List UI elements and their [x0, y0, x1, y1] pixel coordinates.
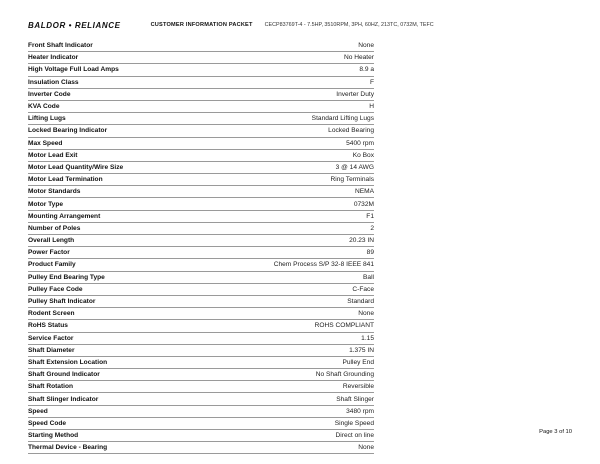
- spec-value: 20.23 IN: [349, 237, 374, 245]
- spec-row: [28, 284, 374, 296]
- spec-row: [28, 272, 374, 284]
- spec-value: No Heater: [343, 54, 374, 62]
- spec-row: [28, 442, 374, 454]
- brand-logo: BALDOR • RELIANCE: [28, 20, 121, 30]
- spec-label: Inverter Code: [28, 90, 71, 98]
- spec-row: [28, 77, 374, 89]
- spec-label: Starting Method: [28, 432, 79, 440]
- spec-value: 89: [366, 249, 374, 257]
- spec-label: Shaft Slinger Indicator: [28, 395, 99, 403]
- spec-row: [28, 235, 374, 247]
- spec-value: F1: [366, 212, 374, 220]
- spec-label: Locked Bearing Indicator: [28, 127, 108, 135]
- page-header: [28, 18, 588, 32]
- spec-value: ROHS COMPLIANT: [314, 322, 374, 330]
- spec-value: 3 @ 14 AWG: [335, 163, 374, 171]
- spec-value: 0732M: [353, 200, 374, 208]
- spec-row: [28, 308, 374, 320]
- spec-row: [28, 52, 374, 64]
- spec-row: [28, 89, 374, 101]
- spec-row: [28, 113, 374, 125]
- spec-row: [28, 186, 374, 198]
- spec-label: Heater Indicator: [28, 54, 79, 62]
- spec-value: 2: [370, 224, 374, 232]
- spec-label: Product Family: [28, 261, 76, 269]
- spec-row: [28, 333, 374, 345]
- spec-label: Speed: [28, 407, 48, 415]
- spec-row: [28, 247, 374, 259]
- spec-value: None: [358, 42, 374, 50]
- spec-row: [28, 125, 374, 137]
- spec-value: Direct on line: [335, 432, 374, 440]
- spec-value: None: [358, 310, 374, 318]
- spec-row: [28, 320, 374, 332]
- spec-label: Speed Code: [28, 419, 67, 427]
- spec-value: C-Face: [352, 285, 374, 293]
- spec-value: Locked Bearing: [328, 127, 374, 135]
- spec-label: Lifting Lugs: [28, 115, 66, 123]
- spec-label: Shaft Extension Location: [28, 358, 108, 366]
- spec-value: None: [358, 444, 374, 452]
- spec-row: [28, 211, 374, 223]
- spec-label: Shaft Rotation: [28, 383, 74, 391]
- page-number: Page 3 of 10: [539, 429, 572, 435]
- spec-value: 5400 rpm: [346, 139, 374, 147]
- spec-label: Mounting Arrangement: [28, 212, 101, 220]
- spec-row: [28, 64, 374, 76]
- spec-label: Pulley Face Code: [28, 285, 83, 293]
- spec-label: Motor Type: [28, 200, 64, 208]
- spec-label: High Voltage Full Load Amps: [28, 66, 119, 74]
- spec-table: [28, 40, 374, 454]
- spec-value: 1.15: [361, 334, 374, 342]
- spec-row: [28, 406, 374, 418]
- spec-row: [28, 296, 374, 308]
- spec-label: Service Factor: [28, 334, 74, 342]
- spec-value: Ball: [363, 273, 374, 281]
- spec-label: Motor Lead Termination: [28, 176, 103, 184]
- document-subtitle: CECP83769T-4 - 7.5HP, 3510RPM, 3PH, 60HZ, 213TC, 0732M, TEFC: [264, 22, 434, 28]
- spec-value: Ko Box: [352, 151, 374, 159]
- spec-value: Standard: [347, 298, 374, 306]
- spec-label: Motor Lead Quantity/Wire Size: [28, 163, 124, 171]
- spec-row: [28, 430, 374, 442]
- spec-value: 3480 rpm: [346, 407, 374, 415]
- spec-row: [28, 259, 374, 271]
- spec-label: Motor Standards: [28, 188, 81, 196]
- document-title: CUSTOMER INFORMATION PACKET: [150, 22, 253, 28]
- spec-value: 8.9 a: [359, 66, 374, 74]
- spec-row: [28, 138, 374, 150]
- spec-row: [28, 393, 374, 405]
- spec-value: Chem Process S/P 32-8 IEEE 841: [273, 261, 374, 269]
- spec-label: Thermal Device - Bearing: [28, 444, 108, 452]
- spec-label: Pulley Shaft Indicator: [28, 298, 96, 306]
- spec-label: Rodent Screen: [28, 310, 75, 318]
- spec-value: 1.375 IN: [349, 346, 374, 354]
- spec-value: Inverter Duty: [336, 90, 374, 98]
- spec-value: Ring Terminals: [330, 176, 374, 184]
- spec-value: Standard Lifting Lugs: [311, 115, 374, 123]
- spec-value: Shaft Slinger: [336, 395, 374, 403]
- spec-value: Single Speed: [334, 419, 374, 427]
- spec-label: RoHS Status: [28, 322, 68, 330]
- spec-value: H: [369, 103, 374, 111]
- spec-label: Power Factor: [28, 249, 70, 257]
- spec-value: Pulley End: [342, 358, 374, 366]
- spec-value: No Shaft Grounding: [315, 371, 374, 379]
- spec-label: Shaft Ground Indicator: [28, 371, 100, 379]
- spec-row: [28, 357, 374, 369]
- spec-row: [28, 162, 374, 174]
- spec-row: [28, 345, 374, 357]
- spec-row: [28, 101, 374, 113]
- spec-label: Insulation Class: [28, 78, 79, 86]
- spec-label: Motor Lead Exit: [28, 151, 78, 159]
- spec-row: [28, 223, 374, 235]
- spec-label: Overall Length: [28, 237, 75, 245]
- spec-value: Reversible: [342, 383, 374, 391]
- spec-label: Shaft Diameter: [28, 346, 75, 354]
- spec-label: Number of Poles: [28, 224, 81, 232]
- spec-label: Pulley End Bearing Type: [28, 273, 105, 281]
- spec-value: NEMA: [354, 188, 374, 196]
- spec-row: [28, 40, 374, 52]
- spec-value: F: [369, 78, 374, 86]
- spec-label: KVA Code: [28, 103, 60, 111]
- spec-row: [28, 369, 374, 381]
- spec-label: Max Speed: [28, 139, 63, 147]
- spec-row: [28, 198, 374, 210]
- spec-row: [28, 150, 374, 162]
- spec-row: [28, 174, 374, 186]
- spec-row: [28, 381, 374, 393]
- spec-label: Front Shaft Indicator: [28, 42, 93, 50]
- spec-row: [28, 418, 374, 430]
